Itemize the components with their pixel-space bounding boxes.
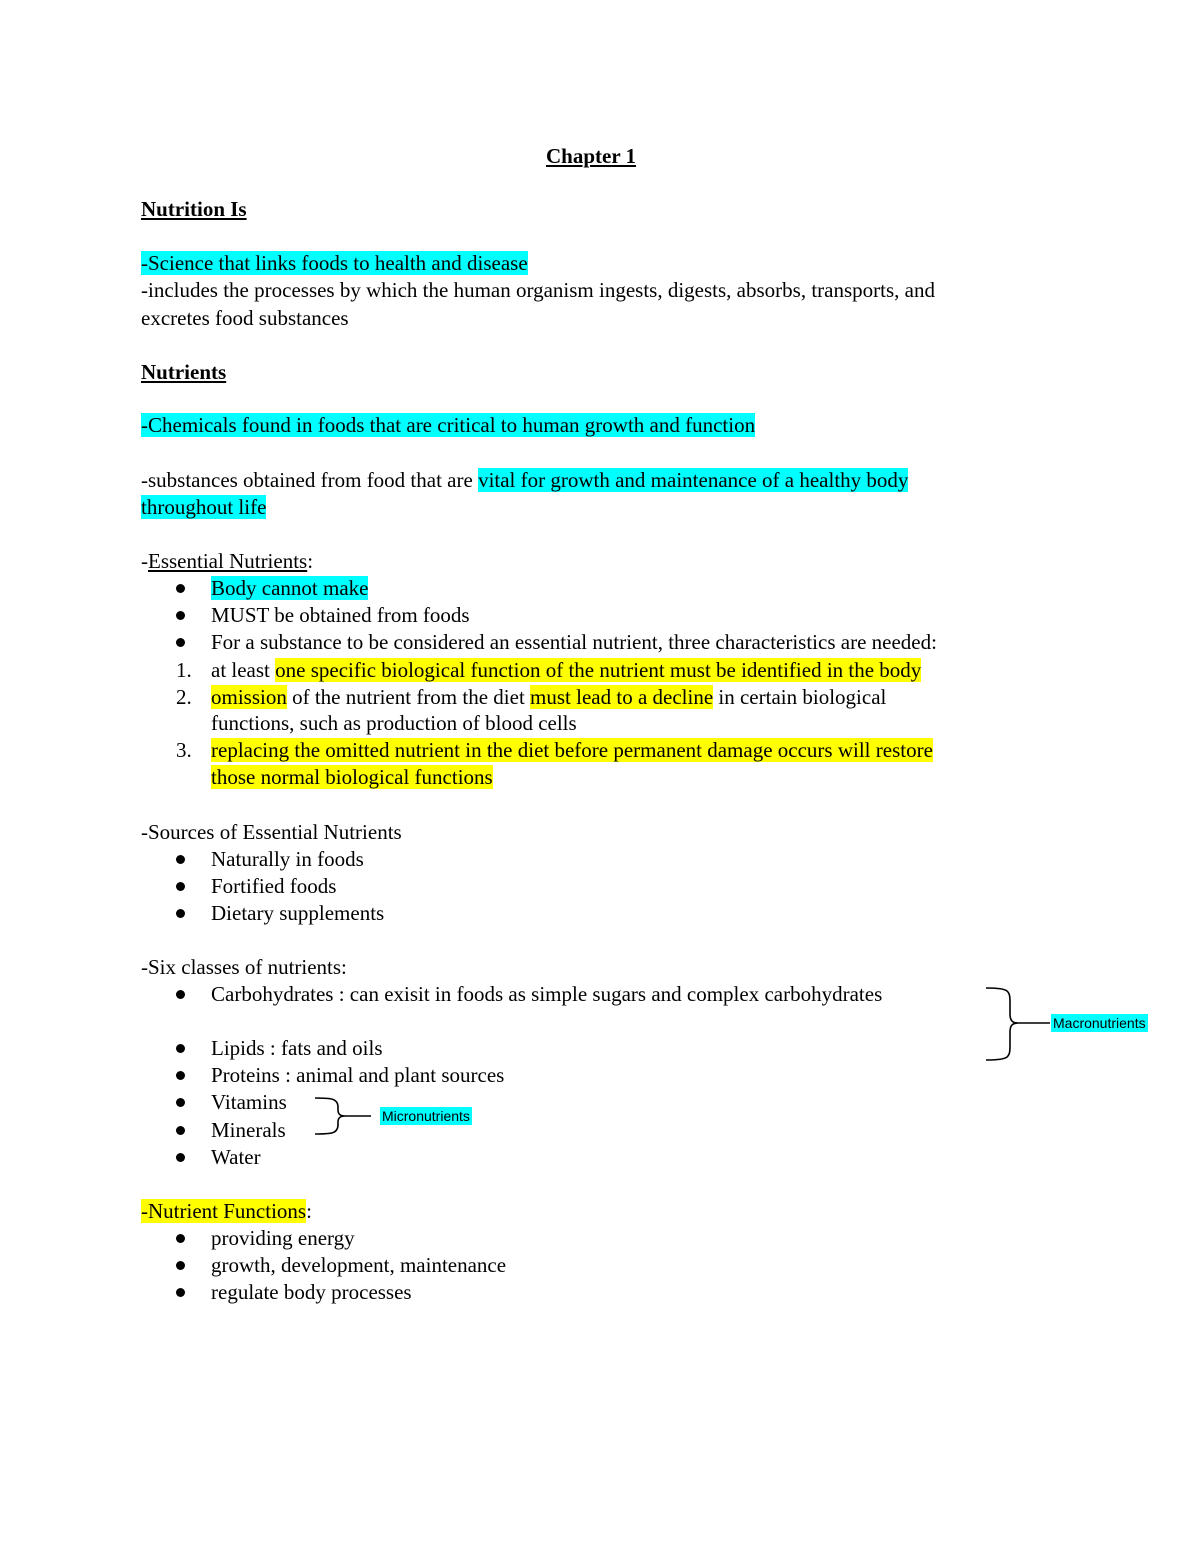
essential-numbered-3-cont (211, 764, 493, 791)
bullet-icon (176, 1234, 185, 1243)
bullet-icon (176, 1044, 185, 1053)
classes-item: Water (211, 1145, 261, 1169)
nutrients-line-3 (141, 494, 266, 521)
text: at least (211, 658, 276, 682)
sources-heading: -Sources of Essential Nutrients (141, 820, 402, 844)
highlight: must lead to a decline (530, 685, 714, 709)
nutrition-is-heading: Nutrition Is (141, 197, 247, 221)
text: of the nutrient from the diet (286, 685, 531, 709)
bullet-icon (176, 1288, 185, 1297)
bullet-icon (176, 1071, 185, 1080)
bullet-icon (176, 882, 185, 891)
functions-item: regulate body processes (211, 1280, 412, 1304)
nutrients-heading: Nutrients (141, 360, 227, 384)
sources-item: Dietary supplements (211, 901, 385, 925)
highlight: -Science that links foods to health and disease (141, 251, 528, 275)
classes-heading: -Six classes of nutrients: (141, 955, 347, 979)
essential-numbered-2 (211, 684, 886, 711)
bullet-icon (176, 584, 185, 593)
classes-item: Lipids : fats and oils (211, 1036, 383, 1060)
bullet-icon (176, 1153, 185, 1162)
functions-heading (141, 1198, 312, 1225)
nutrition-is-line-3: excretes food substances (141, 306, 349, 330)
highlight: one specific biological function of the nutrient must be identified in the body (275, 658, 922, 682)
essential-numbered-3 (211, 737, 933, 764)
text: : (307, 549, 314, 573)
highlight: replacing the omitted nutrient in the diet before permanent damage occurs will restore (211, 738, 933, 762)
text: -substances obtained from food that are (141, 468, 479, 492)
bullet-icon (176, 1126, 185, 1135)
classes-item: Minerals (211, 1118, 286, 1142)
bullet-icon (176, 638, 185, 647)
highlight: -Chemicals found in foods that are critical to human growth and function (141, 413, 756, 437)
essential-numbered-2-cont: functions, such as production of blood cells (211, 711, 577, 735)
text: - (141, 549, 148, 573)
micronutrients-brace-icon (313, 1096, 371, 1136)
text: Essential Nutrients (148, 549, 308, 573)
text: Nutrient Functions (148, 1199, 307, 1223)
bullet-icon (176, 1098, 185, 1107)
highlight (141, 1199, 306, 1223)
essential-numbered-1 (211, 657, 921, 684)
bullet-icon (176, 909, 185, 918)
bullet-icon (176, 990, 185, 999)
essential-bullet-1 (211, 575, 368, 602)
bullet-icon (176, 611, 185, 620)
highlight: vital for growth and maintenance of a healthy body (478, 468, 909, 492)
highlight: those normal biological functions (211, 765, 493, 789)
macronutrients-brace-icon (984, 986, 1050, 1062)
text: : (306, 1199, 312, 1223)
text: in certain biological (713, 685, 887, 709)
bullet-icon (176, 1261, 185, 1270)
nutrients-line-2 (141, 467, 908, 494)
essential-bullet-2: MUST be obtained from foods (211, 603, 470, 627)
list-number: 2. (176, 685, 192, 709)
sources-item: Naturally in foods (211, 847, 364, 871)
micronutrients-label: Micronutrients (382, 1108, 470, 1124)
text: - (141, 1199, 148, 1223)
list-number: 1. (176, 658, 192, 682)
functions-item: providing energy (211, 1226, 355, 1250)
classes-item: Vitamins (211, 1090, 287, 1114)
list-number: 3. (176, 738, 192, 762)
macronutrients-label: Macronutrients (1053, 1015, 1146, 1031)
sources-item: Fortified foods (211, 874, 337, 898)
classes-item: Proteins : animal and plant sources (211, 1063, 505, 1087)
highlight: Body cannot make (211, 576, 369, 600)
page-title: Chapter 1 (546, 144, 637, 168)
essential-bullet-3: For a substance to be considered an essential nutrient, three characteristics are needed: (211, 630, 937, 654)
classes-item: Carbohydrates : can exisit in foods as simple sugars and complex carbohydrates (211, 982, 883, 1006)
highlight: throughout life (141, 495, 267, 519)
nutrition-is-line-1 (141, 250, 528, 277)
nutrition-is-line-2: -includes the processes by which the human organism ingests, digests, absorbs, transports, and (141, 278, 935, 302)
highlight: omission (211, 685, 287, 709)
nutrients-line-1 (141, 412, 755, 439)
bullet-icon (176, 855, 185, 864)
essential-heading (141, 548, 313, 575)
functions-item: growth, development, maintenance (211, 1253, 507, 1277)
